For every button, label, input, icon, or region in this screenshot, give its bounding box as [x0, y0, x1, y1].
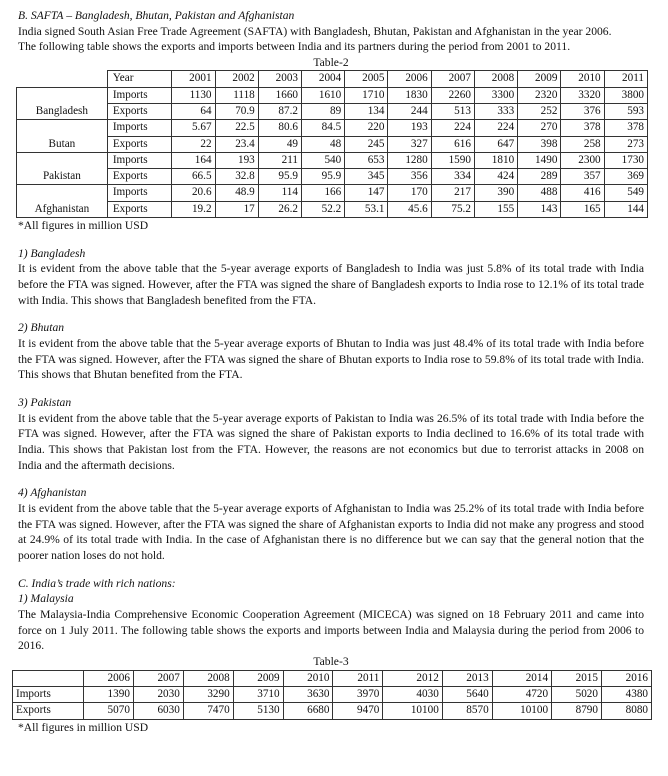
table-2-row	[17, 136, 648, 152]
table-2-cell: 540	[302, 152, 345, 168]
table-2-year-header: 2009	[518, 71, 561, 87]
table-2-cell: 345	[345, 169, 388, 185]
table-2-cell: 17	[215, 201, 258, 217]
table-2-cell: 356	[388, 169, 431, 185]
table-2-cell: 48.9	[215, 185, 258, 201]
table-2-cell: 1610	[302, 87, 345, 103]
table-3-row-label: Exports	[13, 703, 84, 719]
table-2-row-label: Imports	[107, 87, 171, 103]
table-2-cell: 549	[604, 185, 647, 201]
table-2-cell: 220	[345, 120, 388, 136]
table-3-cell: 5130	[233, 703, 283, 719]
table-2-row-label: Exports	[107, 201, 171, 217]
table-3-year-header: 2014	[492, 670, 551, 686]
table-2-caption: Table-2	[313, 55, 349, 69]
table-2-year-label: Year	[107, 71, 171, 87]
table-2-cell: 143	[518, 201, 561, 217]
table-2-partner-cell: Bangladesh	[17, 87, 108, 120]
table-3-caption: Table-3	[313, 655, 349, 669]
table-2-cell: 170	[388, 185, 431, 201]
section-b-intro-line-2: The following table shows the exports and imports between India and its partners during the period from 2001 to 2011.	[18, 40, 571, 54]
table-2-cell: 616	[431, 136, 474, 152]
table-2-cell: 2320	[518, 87, 561, 103]
table-3-row-label: Imports	[13, 687, 84, 703]
table-2-cell: 193	[215, 152, 258, 168]
table-3-corner-cell	[13, 670, 84, 686]
table-3-year-header: 2012	[383, 670, 442, 686]
table-2-row	[17, 87, 648, 103]
table-2-cell: 19.2	[172, 201, 215, 217]
table-2-row-label: Imports	[107, 152, 171, 168]
table-2-cell: 193	[388, 120, 431, 136]
table-2-cell: 1830	[388, 87, 431, 103]
table-2-cell: 1118	[215, 87, 258, 103]
analysis-item-title: 4) Afghanistan	[18, 486, 87, 500]
section-c-heading: C. India’s trade with rich nations:	[18, 576, 176, 590]
table-2-cell: 144	[604, 201, 647, 217]
table-3-cell: 9470	[333, 703, 383, 719]
table-3-year-header: 2009	[233, 670, 283, 686]
table-2-year-header: 2011	[604, 71, 647, 87]
table-2-cell: 376	[561, 103, 604, 119]
table-3	[12, 670, 652, 720]
table-2-row	[17, 120, 648, 136]
table-2-cell: 52.2	[302, 201, 345, 217]
table-3-cell: 6680	[283, 703, 333, 719]
table-2-cell: 3300	[474, 87, 517, 103]
country-analysis-list	[18, 246, 644, 576]
table-2-cell: 488	[518, 185, 561, 201]
table-2-cell: 378	[604, 120, 647, 136]
table-2-cell: 416	[561, 185, 604, 201]
table-2-row-label: Exports	[107, 136, 171, 152]
table-2-cell: 270	[518, 120, 561, 136]
table-3-footnote: *All figures in million USD	[18, 720, 149, 734]
table-3-year-header: 2015	[552, 670, 602, 686]
table-3-year-header: 2016	[601, 670, 651, 686]
table-2-partner-cell: Afghanistan	[17, 185, 108, 218]
table-2-cell: 653	[345, 152, 388, 168]
table-2-year-header: 2005	[345, 71, 388, 87]
table-2-year-header: 2004	[302, 71, 345, 87]
table-2-cell: 3320	[561, 87, 604, 103]
table-2-cell: 22	[172, 136, 215, 152]
table-2-cell: 1730	[604, 152, 647, 168]
table-2-cell: 87.2	[258, 103, 301, 119]
table-2-cell: 75.2	[431, 201, 474, 217]
table-2-cell: 155	[474, 201, 517, 217]
table-2-year-header: 2006	[388, 71, 431, 87]
table-3-cell: 8080	[601, 703, 651, 719]
table-2-cell: 95.9	[302, 169, 345, 185]
table-2-cell: 224	[474, 120, 517, 136]
analysis-item-title: 2) Bhutan	[18, 321, 65, 335]
table-2-cell: 357	[561, 169, 604, 185]
table-2-cell: 1810	[474, 152, 517, 168]
section-c-subheading: 1) Malaysia	[18, 592, 74, 606]
analysis-item-paragraph: It is evident from the above table that the 5-year average exports of Bhutan to India was just 48.4% of its total trade with India before the FTA was signed. However, after the FTA was signed the share of Bhutan exports to India rose to 59.8% of its total trade with India. This shows that Bhutan benefited from the FTA.	[18, 336, 644, 382]
table-2-cell: 1490	[518, 152, 561, 168]
table-2-cell: 80.6	[258, 120, 301, 136]
table-3-cell: 5070	[84, 703, 134, 719]
analysis-item-title: 3) Pakistan	[18, 396, 72, 410]
table-3-year-header: 2008	[183, 670, 233, 686]
table-2-cell: 1280	[388, 152, 431, 168]
table-2-cell: 333	[474, 103, 517, 119]
table-2-row	[17, 169, 648, 185]
table-2	[16, 70, 648, 218]
table-2-cell: 66.5	[172, 169, 215, 185]
table-2-cell: 114	[258, 185, 301, 201]
table-2-cell: 513	[431, 103, 474, 119]
table-2-cell: 3800	[604, 87, 647, 103]
analysis-item-paragraph: It is evident from the above table that the 5-year average exports of Afghanistan to India was 25.2% of its total trade with India before the FTA was signed. However, after the FTA was signed the share of Afghanistan exports to India did not make any progress and stood at 24.9% of its total trade with India. In the case of Afghanistan there is no difference but we can say that the general notion that the poorer nation loses do not hold.	[18, 502, 644, 563]
table-2-row	[17, 103, 648, 119]
table-3-cell: 5020	[552, 687, 602, 703]
table-2-cell: 224	[431, 120, 474, 136]
table-2-cell: 45.6	[388, 201, 431, 217]
table-2-year-header: 2010	[561, 71, 604, 87]
table-3-row	[13, 703, 652, 719]
table-2-cell: 134	[345, 103, 388, 119]
table-2-cell: 1660	[258, 87, 301, 103]
table-2-footnote: *All figures in million USD	[18, 219, 149, 233]
table-3-year-header: 2011	[333, 670, 383, 686]
table-3-year-header: 2007	[133, 670, 183, 686]
table-2-cell: 166	[302, 185, 345, 201]
table-2-cell: 5.67	[172, 120, 215, 136]
table-2-row	[17, 185, 648, 201]
table-3-year-header: 2010	[283, 670, 333, 686]
table-2-cell: 64	[172, 103, 215, 119]
table-2-cell: 20.6	[172, 185, 215, 201]
table-2-row-label: Exports	[107, 103, 171, 119]
document-page	[16, 8, 648, 735]
table-2-cell: 48	[302, 136, 345, 152]
table-2-cell: 390	[474, 185, 517, 201]
table-3-cell: 5640	[442, 687, 492, 703]
table-2-cell: 1590	[431, 152, 474, 168]
table-3-cell: 2030	[133, 687, 183, 703]
table-3-cell: 3970	[333, 687, 383, 703]
section-b-intro-line-1: India signed South Asian Free Trade Agreement (SAFTA) with Bangladesh, Bhutan, Pakistan and Afghanistan in the year 2006.	[18, 24, 612, 38]
table-3-cell: 4720	[492, 687, 551, 703]
table-2-year-header: 2001	[172, 71, 215, 87]
table-2-partner-cell: Butan	[17, 120, 108, 153]
table-3-header-row	[13, 670, 652, 686]
table-2-cell: 1130	[172, 87, 215, 103]
table-2-cell: 252	[518, 103, 561, 119]
table-2-cell: 95.9	[258, 169, 301, 185]
table-3-row	[13, 687, 652, 703]
table-2-cell: 217	[431, 185, 474, 201]
table-2-row	[17, 152, 648, 168]
table-3-year-header: 2006	[84, 670, 134, 686]
table-3-cell: 8570	[442, 703, 492, 719]
table-2-row-label: Imports	[107, 185, 171, 201]
table-2-cell: 26.2	[258, 201, 301, 217]
table-2-year-header: 2008	[474, 71, 517, 87]
table-2-cell: 289	[518, 169, 561, 185]
table-2-cell: 245	[345, 136, 388, 152]
table-3-cell: 3290	[183, 687, 233, 703]
table-2-corner-cell	[17, 71, 108, 87]
table-2-cell: 1710	[345, 87, 388, 103]
table-2-cell: 424	[474, 169, 517, 185]
table-3-cell: 10100	[492, 703, 551, 719]
table-2-cell: 258	[561, 136, 604, 152]
table-2-cell: 2300	[561, 152, 604, 168]
table-2-cell: 164	[172, 152, 215, 168]
table-3-year-header: 2013	[442, 670, 492, 686]
table-2-cell: 89	[302, 103, 345, 119]
table-2-cell: 334	[431, 169, 474, 185]
analysis-item-title: 1) Bangladesh	[18, 246, 86, 260]
table-2-cell: 244	[388, 103, 431, 119]
table-2-cell: 49	[258, 136, 301, 152]
table-2-cell: 369	[604, 169, 647, 185]
table-2-cell: 647	[474, 136, 517, 152]
table-3-cell: 1390	[84, 687, 134, 703]
table-2-year-header: 2003	[258, 71, 301, 87]
table-2-cell: 165	[561, 201, 604, 217]
table-2-cell: 398	[518, 136, 561, 152]
section-b-heading: B. SAFTA – Bangladesh, Bhutan, Pakistan and Afghanistan	[18, 9, 295, 22]
analysis-item-paragraph: It is evident from the above table that the 5-year average exports of Pakistan to India was 26.5% of its total trade with India before the FTA was signed. However, after the FTA was signed the share of Pakistan exports to India declined to 16.6% of its total trade with India. This shows that Pakistan lost from the FTA. However, the reasons are not economics but due to terrorist attacks in 2008 on India and the aftermath decisions.	[18, 411, 644, 472]
table-2-cell: 22.5	[215, 120, 258, 136]
table-3-cell: 8790	[552, 703, 602, 719]
analysis-item-paragraph: It is evident from the above table that the 5-year average exports of Bangladesh to India was just 5.8% of its total trade with India before the FTA was signed. However, after the FTA was signed the share of Bangladesh exports to India rose to 12.1% of its total trade with India. This shows that Bangladesh benefited from the FTA.	[18, 262, 644, 307]
table-2-cell: 53.1	[345, 201, 388, 217]
table-3-cell: 7470	[183, 703, 233, 719]
table-2-cell: 2260	[431, 87, 474, 103]
table-2-cell: 84.5	[302, 120, 345, 136]
table-2-cell: 147	[345, 185, 388, 201]
table-2-cell: 70.9	[215, 103, 258, 119]
table-2-header-row	[17, 71, 648, 87]
section-c-paragraph: The Malaysia-India Comprehensive Economic Cooperation Agreement (MICECA) was signed on 18 February 2011 and came into force on 1 July 2011. The following table shows the exports and imports between India and Malaysia during the period from 2006 to 2016.	[18, 608, 644, 653]
table-2-row-label: Exports	[107, 169, 171, 185]
table-2-year-header: 2002	[215, 71, 258, 87]
table-2-cell: 273	[604, 136, 647, 152]
table-2-year-header: 2007	[431, 71, 474, 87]
table-3-cell: 4380	[601, 687, 651, 703]
table-3-cell: 4030	[383, 687, 442, 703]
table-2-row-label: Imports	[107, 120, 171, 136]
table-2-cell: 327	[388, 136, 431, 152]
table-2-cell: 211	[258, 152, 301, 168]
table-3-cell: 6030	[133, 703, 183, 719]
table-2-cell: 32.8	[215, 169, 258, 185]
table-2-row	[17, 201, 648, 217]
table-3-cell: 10100	[383, 703, 442, 719]
table-2-cell: 23.4	[215, 136, 258, 152]
table-3-cell: 3630	[283, 687, 333, 703]
table-2-cell: 593	[604, 103, 647, 119]
table-2-cell: 378	[561, 120, 604, 136]
table-3-cell: 3710	[233, 687, 283, 703]
table-2-partner-cell: Pakistan	[17, 152, 108, 185]
